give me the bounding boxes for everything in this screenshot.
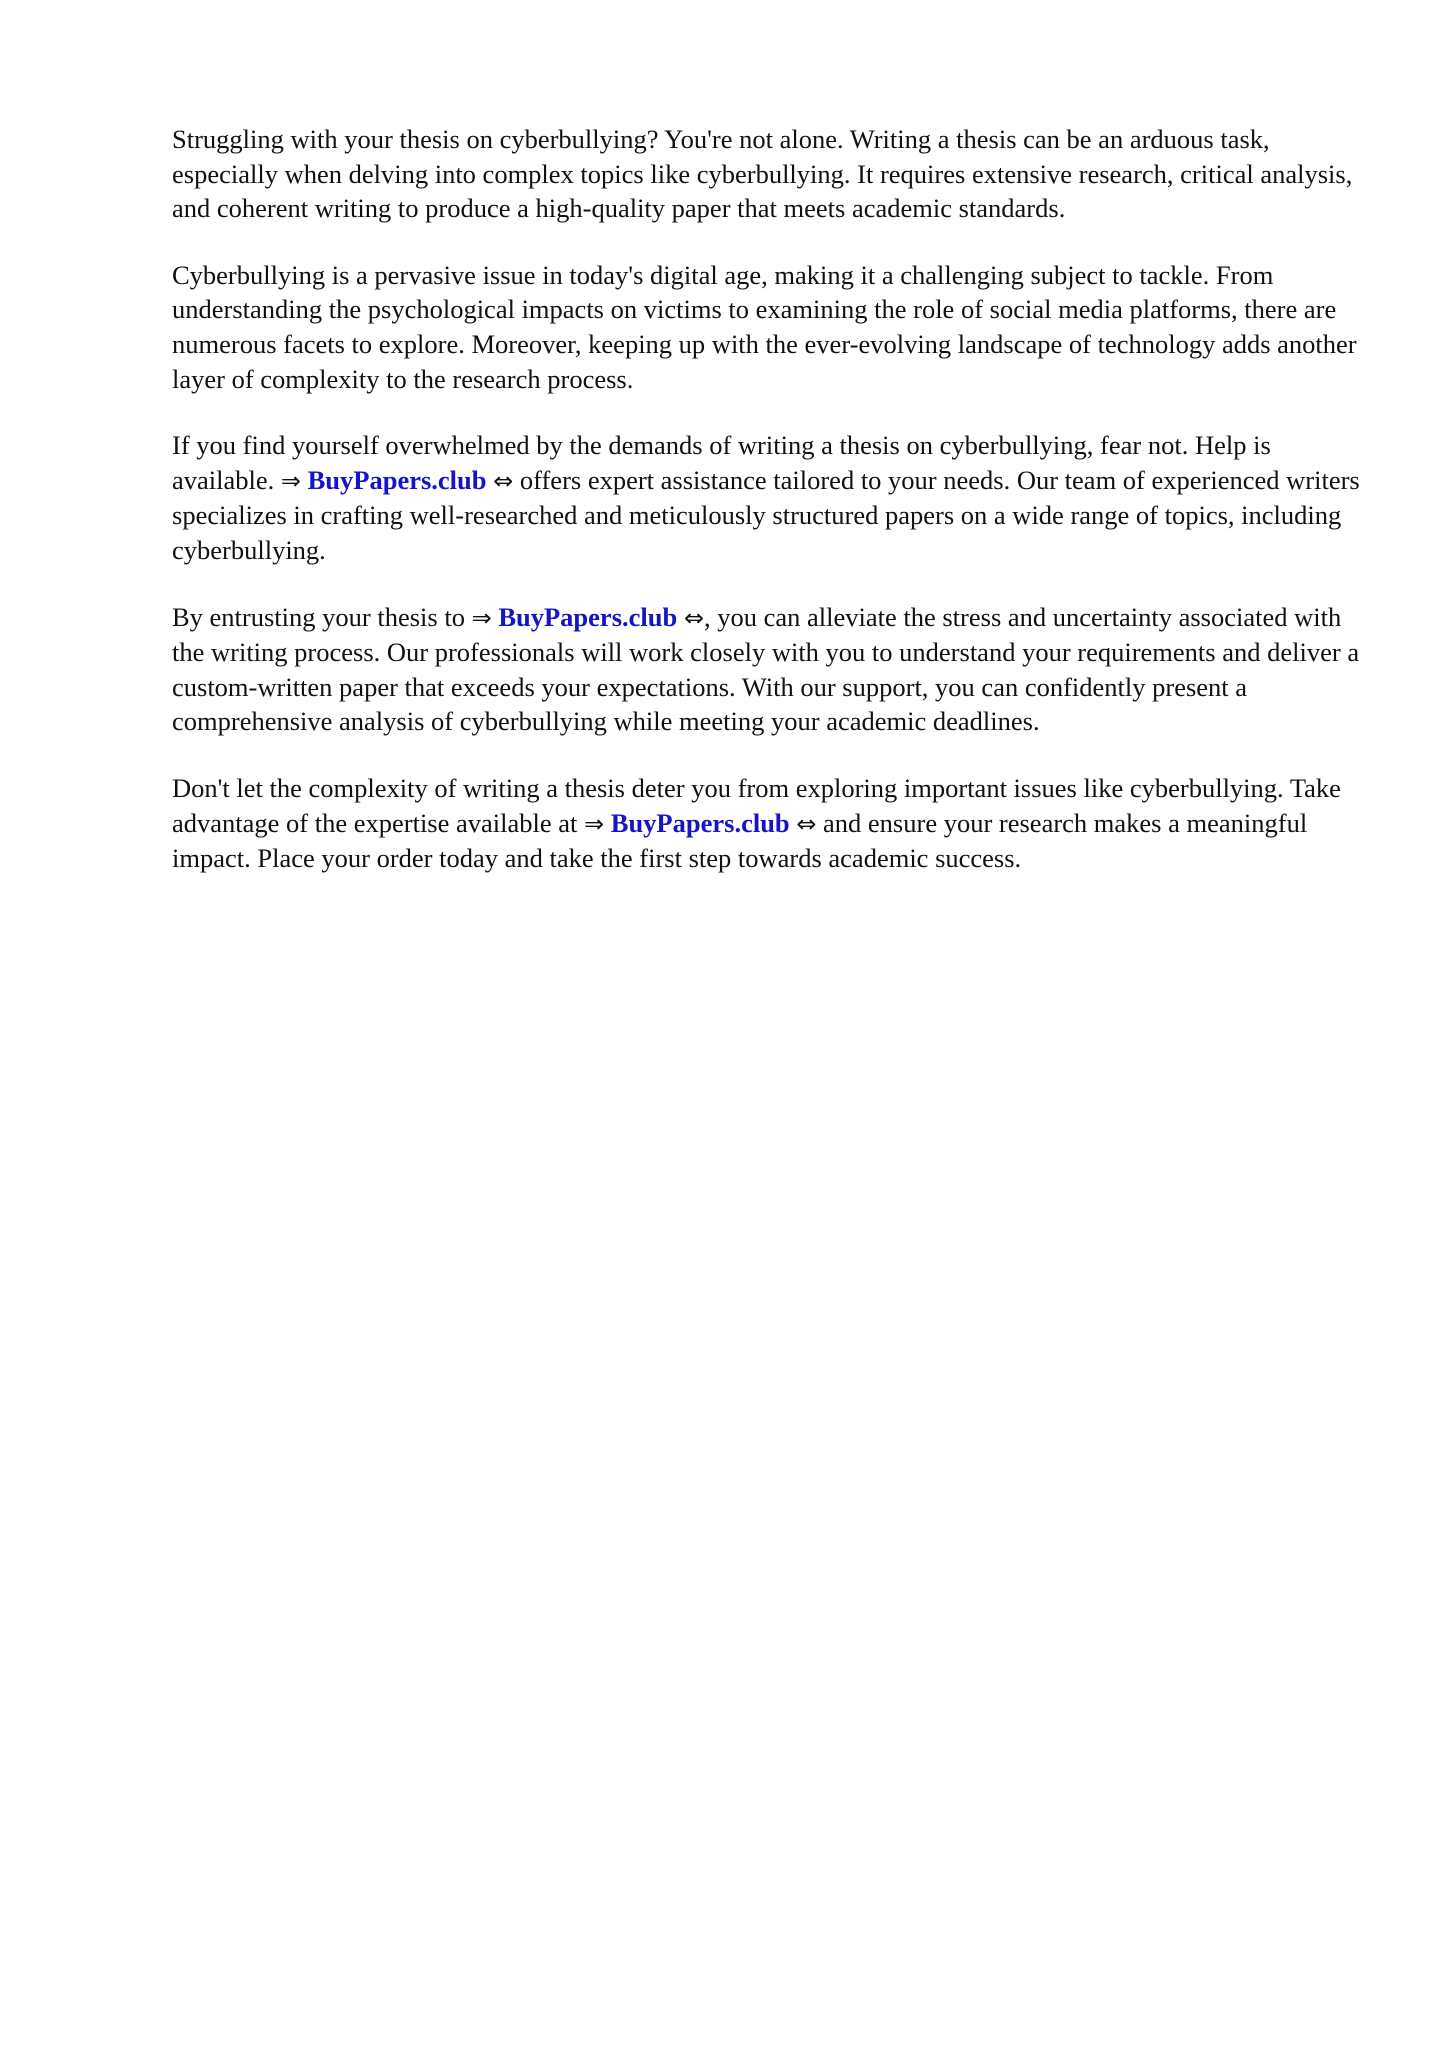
buypapers-link-2[interactable]: BuyPapers.club [498, 601, 678, 632]
arrow-both-icon: ⇔ [796, 809, 817, 838]
paragraph-entrust-text-after: , you can alleviate the stress and uncertainty associated with the writing process. Our professionals will work closely with you to understand your requirements and deliver a custom-written paper that exceeds your expectations. With our support, you can confidently present a comprehensive analysis of cyberbullying while meeting your academic deadlines. [172, 601, 1360, 737]
arrow-both-icon: ⇔ [493, 466, 514, 495]
paragraph-help-text-after: offers expert assistance tailored to your needs. Our team of experienced writers specializes in crafting well-researched and meticulously structured papers on a wide range of topics, including cyberbullying. [172, 464, 1360, 565]
arrow-right-icon: ⇒ [584, 809, 605, 838]
arrow-right-icon: ⇒ [471, 603, 492, 632]
paragraph-help-text-before: If you find yourself overwhelmed by the demands of writing a thesis on cyberbullying, fear not. Help is available. [172, 430, 1271, 495]
paragraph-issue [172, 258, 1372, 396]
paragraph-closing-text-before: Don't let the complexity of writing a thesis deter you from exploring important issues like cyberbullying. Take advantage of the expertise available at [172, 772, 1341, 838]
paragraph-issue-text: Cyberbullying is a pervasive issue in today's digital age, making it a challenging subject to tackle. From understanding the psychological impacts on victims to examining the role of social media platforms, there are numerous facets to explore. Moreover, keeping up with the ever-evolving landscape of technology adds another layer of complexity to the research process. [172, 259, 1357, 394]
arrow-both-icon: ⇔ [683, 603, 704, 632]
paragraph-help [172, 428, 1372, 567]
document-body [172, 122, 1372, 908]
paragraph-intro-text: Struggling with your thesis on cyberbullying? You're not alone. Writing a thesis can be an arduous task, especially when delving into complex topics like cyberbullying. It requires extensive research, critical analysis, and coherent writing to produce a high-quality paper that meets academic standards. [172, 124, 1353, 224]
paragraph-intro [172, 122, 1372, 226]
arrow-right-icon: ⇒ [280, 466, 301, 495]
paragraph-closing-text-after: and ensure your research makes a meaningful impact. Place your order today and take the first step towards academic success. [172, 807, 1308, 874]
paragraph-entrust-text-before: By entrusting your thesis to [172, 601, 472, 632]
paragraph-closing [172, 771, 1372, 876]
paragraph-entrust [172, 600, 1372, 739]
buypapers-link-1[interactable]: BuyPapers.club [307, 464, 487, 495]
buypapers-link-3[interactable]: BuyPapers.club [610, 807, 790, 838]
